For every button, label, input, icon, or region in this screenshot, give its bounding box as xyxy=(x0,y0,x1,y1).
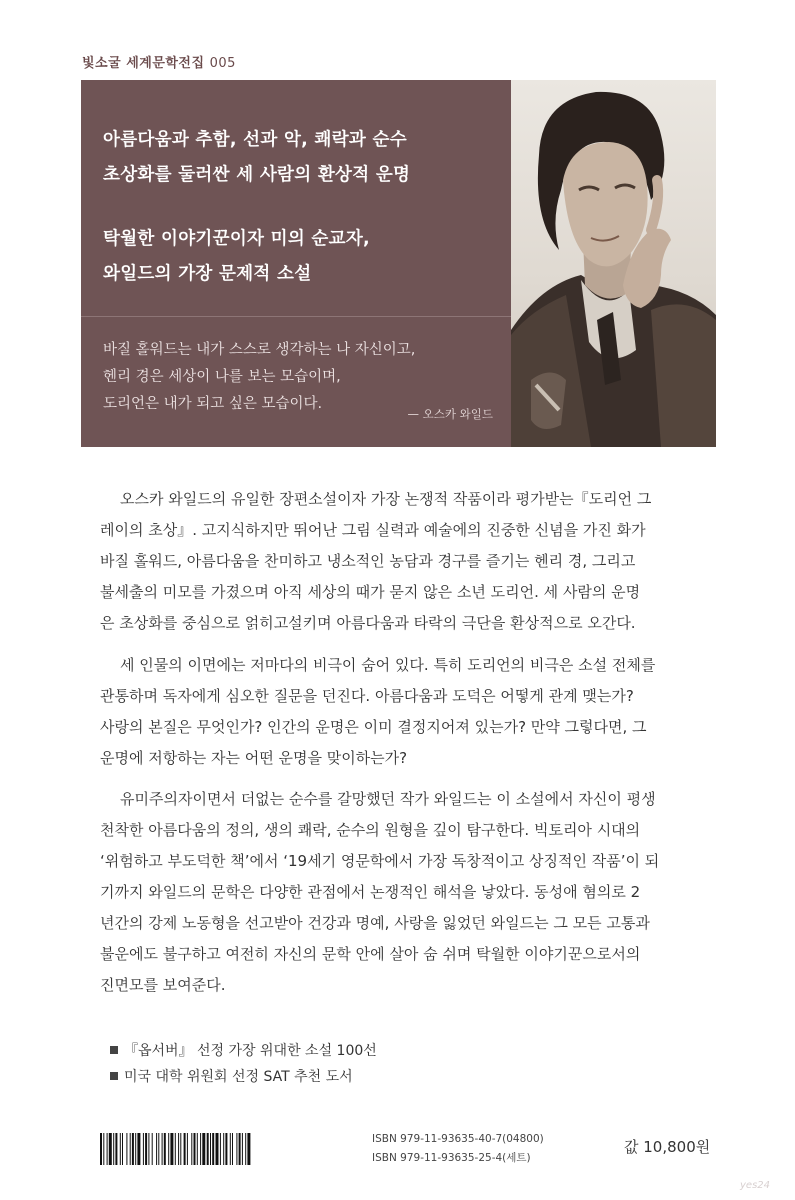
body-line: 운명에 저항하는 자는 어떤 운명을 맞이하는가? xyxy=(100,749,408,767)
tagline: 초상화를 둘러싼 세 사람의 환상적 운명 xyxy=(103,165,411,185)
body-line: 년간의 강제 노동형을 선고받아 건강과 명예, 사랑을 잃었던 와일드는 그 모든 고통과 xyxy=(100,914,650,932)
author-portrait xyxy=(511,80,716,447)
barcode-bar xyxy=(107,1133,108,1165)
barcode-bar xyxy=(202,1133,205,1165)
barcode-bar xyxy=(137,1133,140,1165)
award-text: 미국 대학 위원회 선정 SAT 추천 도서 xyxy=(124,1069,353,1085)
barcode-bar xyxy=(212,1133,214,1165)
tagline: 탁월한 이야기꾼이자 미의 순교자, xyxy=(103,229,370,249)
barcode-bar xyxy=(184,1133,186,1165)
barcode-bar xyxy=(135,1133,136,1165)
barcode-bar xyxy=(115,1133,117,1165)
barcode-bar xyxy=(109,1133,112,1165)
body-line: 레이의 초상』. 고지식하지만 뛰어난 그림 실력과 예술에의 진중한 신념을 가진 화가 xyxy=(100,521,646,539)
barcode-bar xyxy=(175,1133,176,1165)
barcode-bar xyxy=(130,1133,131,1165)
barcode-bar xyxy=(120,1133,121,1165)
body-line: 유미주의자이면서 더없는 순수를 갈망했던 작가 와일드는 이 소설에서 자신이 평생 xyxy=(120,790,656,808)
barcode-bar xyxy=(207,1133,209,1165)
quote-line: 도리언은 내가 되고 싶은 모습이다. xyxy=(103,396,323,412)
barcode-bar xyxy=(126,1133,127,1165)
award-text: 『옵서버』 선정 가장 위대한 소설 100선 xyxy=(124,1043,377,1059)
series-number: 005 xyxy=(209,56,236,71)
barcode-bar xyxy=(152,1133,153,1165)
quote-line: 바질 홀워드는 내가 스스로 생각하는 나 자신이고, xyxy=(103,342,416,358)
tagline: 와일드의 가장 문제적 소설 xyxy=(103,264,312,284)
body-line: 기까지 와일드의 문학은 다양한 관점에서 논쟁적인 해석을 낳았다. 동성애 혐의로 2 xyxy=(100,883,641,901)
barcode-bar xyxy=(200,1133,201,1165)
quote-attribution: — 오스카 와일드 xyxy=(407,407,493,421)
body-line: 진면모를 보여준다. xyxy=(100,976,226,994)
barcode-bar xyxy=(143,1133,144,1165)
price: 값 10,800원 xyxy=(624,1138,711,1156)
barcode-bar xyxy=(245,1133,246,1165)
body-line: 세 인물의 이면에는 저마다의 비극이 숨어 있다. 특히 도리언의 비극은 소설 전체를 xyxy=(120,656,656,674)
body-line: ‘위험하고 부도덕한 책’에서 ‘19세기 영문학에서 가장 독창적이고 상징적인 작품’이 되 xyxy=(100,852,660,870)
barcode-bar xyxy=(220,1133,221,1165)
series-label xyxy=(82,52,236,71)
barcode-bar xyxy=(223,1133,224,1165)
body-line: 관통하며 독자에게 심오한 질문을 던진다. 아름다움과 도덕은 어떻게 관계 맺는가? xyxy=(100,687,634,705)
barcode-bar xyxy=(158,1133,159,1165)
barcode-bar xyxy=(180,1133,181,1165)
award-item xyxy=(110,1066,353,1086)
barcode-bar xyxy=(242,1133,243,1165)
quote-line: 헨리 경은 세상이 나를 보는 모습이며, xyxy=(103,369,341,385)
bullet-square-icon xyxy=(110,1046,118,1054)
barcode-bar xyxy=(113,1133,114,1165)
barcode-bar xyxy=(236,1133,237,1165)
barcode-bar xyxy=(187,1133,188,1165)
barcode-bar xyxy=(216,1133,219,1165)
isbn-line: ISBN 979-11-93635-25-4(세트) xyxy=(372,1152,531,1164)
body-line: 천착한 아름다움의 정의, 생의 쾌락, 순수의 원형을 깊이 탐구한다. 빅토리아 시대의 xyxy=(100,821,641,839)
barcode-bar xyxy=(100,1133,102,1165)
isbn-line: ISBN 979-11-93635-40-7(04800) xyxy=(372,1133,544,1145)
bullet-square-icon xyxy=(110,1072,118,1080)
body-line: 바질 홀워드, 아름다움을 찬미하고 냉소적인 농담과 경구를 즐기는 헨리 경, 그리고 xyxy=(100,552,636,570)
panel-divider xyxy=(81,316,511,317)
body-line: 불세출의 미모를 가졌으며 아직 세상의 때가 묻지 않은 소년 도리언. 세 사람의 운명 xyxy=(100,583,641,601)
tagline-panel xyxy=(81,80,511,447)
barcode-bar xyxy=(170,1133,173,1165)
barcode-bar xyxy=(194,1133,196,1165)
award-item xyxy=(110,1040,377,1060)
barcode-bar xyxy=(168,1133,169,1165)
series-title: 빛소굴 세계문학전집 xyxy=(82,56,205,71)
barcode-bar xyxy=(145,1133,147,1165)
barcode-bar xyxy=(156,1133,157,1165)
body-line: 은 초상화를 중심으로 얽히고설키며 아름다움과 타락의 극단을 환상적으로 오간다. xyxy=(100,614,636,632)
body-line: 불운에도 불구하고 여전히 자신의 문학 안에 살아 숨 쉬며 탁월한 이야기꾼으로서의 xyxy=(100,945,641,963)
barcode-bar xyxy=(164,1133,166,1165)
watermark: yes24 xyxy=(740,1180,771,1191)
barcode-bar xyxy=(247,1133,250,1165)
barcode-bar xyxy=(232,1133,233,1165)
tagline: 아름다움과 추함, 선과 악, 쾌락과 순수 xyxy=(103,130,407,150)
barcode-bar xyxy=(178,1133,179,1165)
body-line: 오스카 와일드의 유일한 장편소설이자 가장 논쟁적 작품이라 평가받는『도리언 그 xyxy=(120,490,652,508)
barcode-bar xyxy=(148,1133,149,1165)
barcode-bar xyxy=(122,1133,123,1165)
barcode-bar xyxy=(225,1133,227,1165)
barcode-bar xyxy=(103,1133,104,1165)
barcode-bar xyxy=(197,1133,198,1165)
barcode-bar xyxy=(162,1133,163,1165)
barcode-bar xyxy=(210,1133,211,1165)
barcode-bar xyxy=(230,1133,231,1165)
barcode-bar xyxy=(132,1133,134,1165)
barcode-bar xyxy=(191,1133,192,1165)
barcode-bar xyxy=(239,1133,241,1165)
barcode xyxy=(100,1133,365,1165)
body-line: 사랑의 본질은 무엇인가? 인간의 운명은 이미 결정지어져 있는가? 만약 그렇다면, 그 xyxy=(100,718,647,736)
